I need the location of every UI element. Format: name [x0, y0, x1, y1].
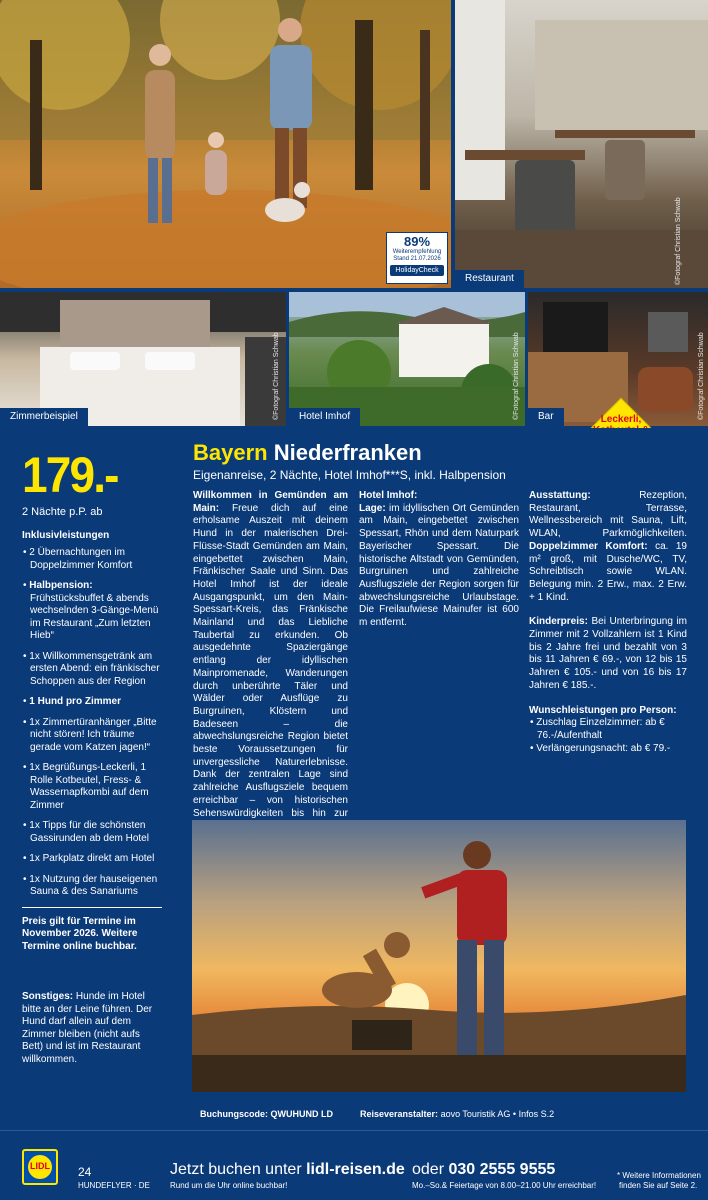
restaurant-scene: [455, 0, 708, 288]
sidebar-divider: [22, 907, 162, 908]
footnote-line1: * Weitere Informationen: [617, 1171, 701, 1180]
hotel-photo: [289, 292, 525, 426]
inclusions-title: Inklusivleistungen: [22, 530, 110, 541]
room-credit: ©Fotograf Christian Schwab: [273, 332, 280, 420]
price-note: 2 Nächte p.P. ab: [22, 506, 103, 518]
column-1: Willkommen in Gemünden am Main: Freue dich auf eine erholsame Auszeit mit deinem Hund in der malerischen Drei-Flüsse-Stadt Gemünden am Main, eingebettet zwischen Main, Fränkischer Saale und Sinn. Das Hotel Imhof ist der ideale Ausgangspunkt, um den Main-Spessart-Kreis, das Fränkische Mainland und das Liebliche Taubertal zu erkunden. Ob ausgedehnte Spaziergänge entlang der idyllischen Mainpromenade, Wanderungen durch unberührte Täler und Wälder oder Ausflüge zu Burgruinen, Klöstern und Badeseen – die abwechslungsreiche Region bietet beste Voraussetzungen für unvergessliche Naturerlebnisse. Dank der zentralen Lage sind zahlreiche Ausflugsziele bequem erreichbar – von historischen Sehenswürdigkeiten bis hin zur: [193, 490, 348, 819]
holidaycheck-badge: [386, 232, 448, 284]
holidaycheck-percent: 89%: [403, 234, 431, 249]
inclusion-item: • 1x Zimmertüranhänger „Bitte nicht stören! Ich träume gerade vom Katzen jagen!“: [23, 716, 157, 753]
booking-cta-sub: Rund um die Uhr online buchbar!: [170, 1181, 288, 1190]
sunset-scene: [192, 820, 686, 1092]
inclusion-item: • 1x Begrüßungs-Leckerli, 1 Rolle Kotbeutel, Fress- & Wassernapfkombi auf dem Zimmer: [23, 762, 149, 811]
footer: [0, 1130, 708, 1200]
footnote-line2: finden Sie auf Seite 2.: [619, 1181, 698, 1190]
lidl-logo-text: LIDL: [30, 1161, 50, 1171]
inclusion-item: • 1 Hund pro Zimmer: [23, 696, 121, 707]
inclusion-item: • 1x Nutzung der hauseigenen Sauna & des Sanariums: [23, 873, 158, 897]
inclusion-item: • Halbpension: Frühstücksbuffet & abends wechselnden 3-Gänge-Menü im Restaurant „Zum letzten Hieb“: [23, 580, 159, 641]
booking-code: Buchungscode: QWUHUND LD: [200, 1109, 334, 1119]
inclusions-list: [22, 547, 161, 899]
room-scene: [0, 292, 286, 426]
holidaycheck-logo: HolidayCheck: [390, 265, 444, 276]
other-info: Sonstiges: Hunde im Hotel bitte an der Leine führen. Der Hund darf allein auf dem Zimmer bleiben (nicht aufs Bett) und ist im Restaurant willkommen.: [22, 991, 153, 1065]
inclusion-item: • 1x Tipps für die schönsten Gassirunden ab dem Hotel: [23, 820, 149, 844]
booking-cta[interactable]: Jetzt buchen unter lidl-reisen.de: [170, 1161, 405, 1178]
hotel-caption: Hotel Imhof: [289, 408, 360, 426]
inclusion-item: • 2 Übernachtungen im Doppelzimmer Komfort: [23, 547, 133, 571]
price-validity: Preis gilt für Termine im November 2026. Weitere Termine online buchbar.: [22, 915, 138, 952]
hotel-scene: [289, 292, 525, 426]
man-dog-sunset-photo: [192, 820, 686, 1092]
holidaycheck-line2: Stand 21.07.2026: [393, 256, 441, 262]
inclusion-item: • 1x Willkommensgetränk am ersten Abend: ein fränkischer Schoppen aus der Region: [23, 650, 160, 687]
hotel-credit: ©Fotograf Christian Schwab: [513, 332, 520, 420]
tour-operator: Reiseveranstalter: aovo Touristik AG • Infos S.2: [360, 1109, 555, 1119]
bar-credit: ©Fotograf Christian Schwab: [698, 332, 705, 420]
price: 179.-: [22, 447, 118, 503]
room-caption: Zimmerbeispiel: [0, 408, 88, 426]
column-3: Ausstattung: Rezeption, Restaurant, Terrasse, Wellnessbereich mit Sauna, Lift, WLAN, Parkmöglichkeiten. Doppelzimmer Komfort: ca. 19 m² groß, mit Dusche/WC, TV, Schreibtisch sowie WLAN. Belegung min. 2 Erw., max. 2 Erw. + 1 Kind. Kinderpreis: Bei Unterbringung im Zimmer mit 2 Vollzahlern ist 1 Kind bis 2 Jahre frei und bezahlt von 3 bis 11 Jahren € 69.-, von 12 bis 15 Jahren € 105.- und von 16 bis 17 Jahren € 185.-. Wunschleistungen pro Person: • Zuschlag Einzelzimmer: ab € 76.-/Aufenthalt • Verlängerungsnacht: ab € 79.-: [529, 490, 688, 754]
extras-list: [529, 717, 687, 755]
phone-cta[interactable]: oder 030 2555 9555: [412, 1161, 556, 1178]
sidebar: [0, 428, 175, 1130]
flyer-name: HUNDEFLYER · DE: [78, 1181, 150, 1190]
restaurant-photo: [455, 0, 708, 288]
badge-line1: Leckerli,: [600, 414, 642, 425]
bar-caption: Bar: [528, 408, 564, 426]
booking-bar: [192, 1101, 686, 1127]
lidl-logo[interactable]: [22, 1149, 58, 1185]
page-title: Bayern Niederfranken: [193, 440, 422, 465]
family-autumn-photo: [0, 0, 451, 288]
room-photo: [0, 292, 286, 426]
phone-hours: Mo.–So.& Feiertage von 8.00–21.00 Uhr erreichbar!: [412, 1181, 597, 1190]
extra-item: • Zuschlag Einzelzimmer: ab € 76.-/Aufenthalt: [530, 717, 665, 741]
restaurant-credit: ©Fotograf Christian Schwab: [675, 197, 682, 285]
holidaycheck-line1: Weiterempfehlung: [392, 249, 442, 255]
page-subtitle: Eigenanreise, 2 Nächte, Hotel Imhof***S, inkl. Halbpension: [193, 468, 506, 482]
extra-item: • Verlängerungsnacht: ab € 79.-: [530, 742, 671, 754]
inclusion-item: • 1x Parkplatz direkt am Hotel: [23, 853, 155, 864]
restaurant-caption: Restaurant: [455, 270, 524, 288]
autumn-scene: [0, 0, 451, 288]
page-number: 24: [78, 1165, 92, 1179]
column-2: Hotel Imhof: Lage: im idyllischen Ort Gemünden am Main, eingebettet zwischen Spessart, Rhön und dem Naturpark Bayerischer Spessart. Die historische Altstadt von Gemünden, Burgruinen und zahlreiche Ausflugsziele der Region sorgen für abwechslungsreiche Urlaubstage. Die Freilaufwiese Mainufer ist 600 m entfernt.: [359, 490, 520, 629]
